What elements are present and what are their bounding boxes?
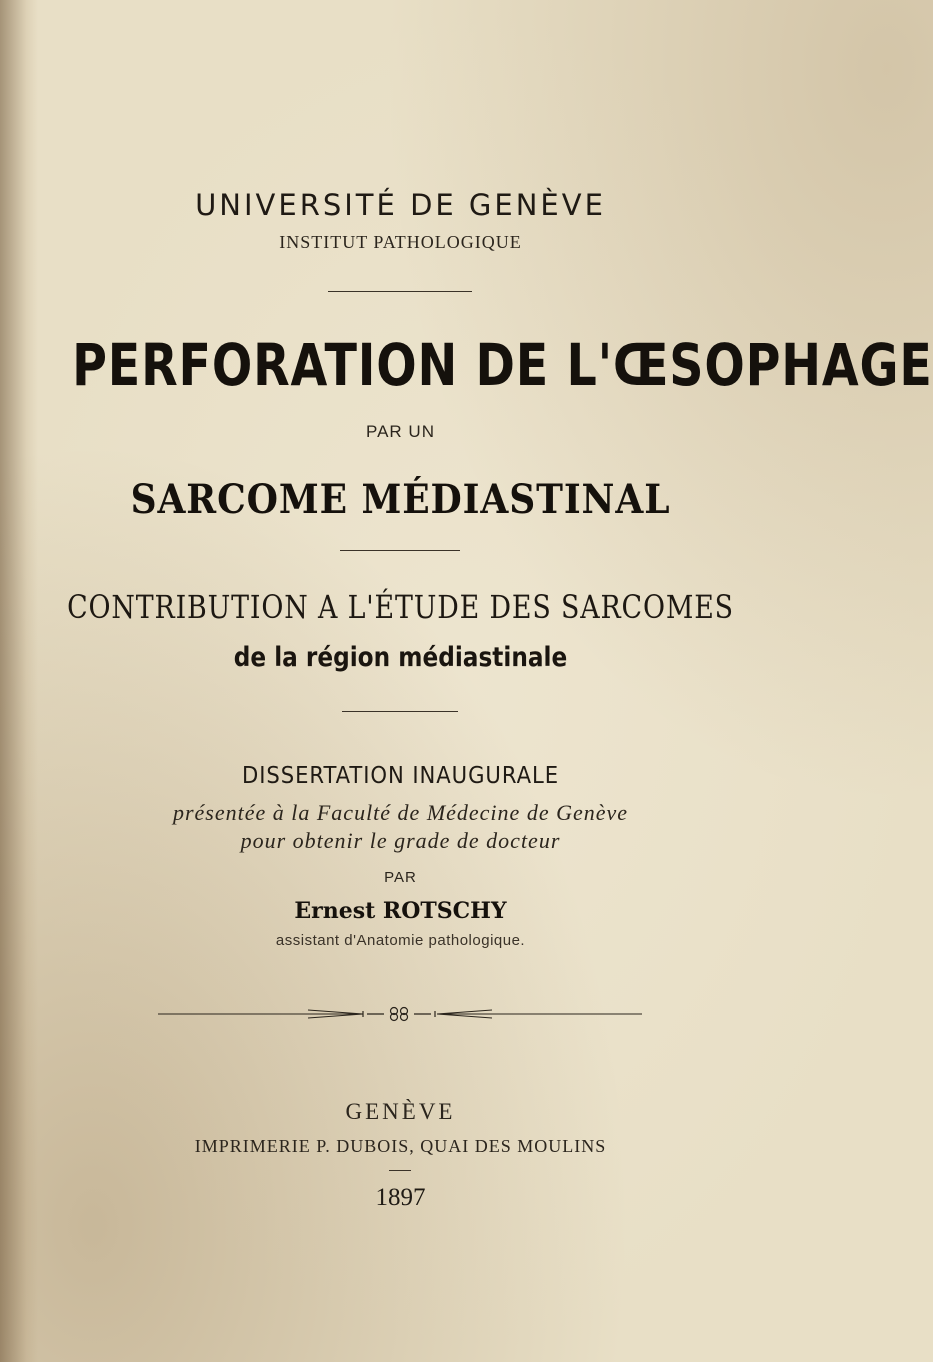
publication-year: 1897 (375, 1184, 426, 1211)
divider-rule (340, 550, 460, 551)
presentation-line-1: présentée à la Faculté de Médecine de Genève (172, 800, 629, 825)
ornament-divider-icon (158, 1006, 642, 1022)
imprint-city: GENÈVE (345, 1099, 456, 1124)
divider-rule (328, 291, 472, 292)
university-name: UNIVERSITÉ DE GENÈVE (195, 188, 606, 222)
subtitle-line-2: de la région médiastinale (233, 642, 568, 673)
author-title: assistant d'Anatomie pathologique. (275, 932, 526, 949)
author-name: Ernest ROTSCHY (294, 898, 507, 924)
imprint-printer: IMPRIMERIE P. DUBOIS, QUAI DES MOULINS (194, 1136, 607, 1156)
dissertation-label: DISSERTATION INAUGURALE (242, 763, 559, 789)
divider-rule (389, 1170, 411, 1171)
presentation-line-2: pour obtenir le grade de docteur (240, 828, 561, 853)
subtitle-line-1: CONTRIBUTION A L'ÉTUDE DES SARCOMES (67, 588, 734, 626)
institute-name: INSTITUT PATHOLOGIQUE (279, 232, 522, 252)
divider-rule (342, 711, 458, 712)
by-label: PAR (384, 869, 417, 886)
title-connector: PAR UN (366, 422, 435, 441)
main-title: PERFORATION DE L'ŒSOPHAGE (72, 331, 933, 399)
secondary-title: SARCOME MÉDIASTINAL (130, 476, 671, 523)
